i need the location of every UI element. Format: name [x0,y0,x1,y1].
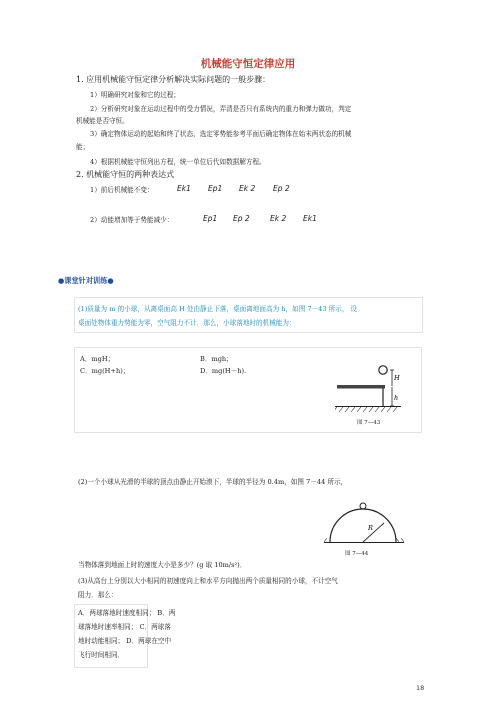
page-title: 机械能守恒定律应用 [200,58,296,70]
expr2-label: 2）动能增加等于势能减少： [90,216,174,224]
q3-line-2: 阻力．那么： [78,591,118,599]
q1-option-a: A．mgH； [80,355,115,363]
step-2-cont: 机械能是否守恒。 [76,117,129,125]
q3-line-1: (3)从高台上分别以大小相同的初速度向上和水平方向抛出两个质量相同的小球，不计空气 [78,577,338,585]
q3-option-line-4: 飞行时间相同． [78,651,125,659]
expr1-term-2: Ep1 [208,184,223,193]
q3-option-line-2: 球落地时速率相同； C．两球落 [78,623,171,631]
q1-line-1: (1)质量为 m 的小球，从离桌面高 H 处由静止下落，桌面离地面高为 h，如图 7－43 所示， 设 [78,305,358,313]
q3-option-line-3: 地时动能相同； D．两球在空中 [78,637,172,645]
item2-heading: 2. 机械能守恒的两种表达式 [76,170,175,179]
q1-line-2: 桌面处物体重力势能为零，空气阻力不计．那么，小球落地时的机械能为： [78,319,296,327]
expr1-term-1: Ek1 [177,184,191,193]
step-1: 1）明确研究对象和它的过程； [90,91,180,99]
label-R: R [368,524,373,532]
section-title: ●课堂针对训练● [58,276,114,285]
figure-7-44-caption: 图 7—44 [345,551,369,557]
step-3: 3）确定物体运动的起始和终了状态，选定零势能参考平面后确定物体在始末两状态的机械 [90,130,352,138]
step-2: 2）分析研究对象在运动过程中的受力情况，弄清是否只有系统内的重力和弹力做功，判定 [90,105,352,113]
expr2-term-4: Ek1 [303,214,317,223]
figure-7-44 [324,500,404,546]
expr2-term-2: Ep 2 [233,214,250,223]
step-4: 4）根据机械能守恒列出方程，统一单位后代如数据解方程。 [90,158,266,166]
step-3-cont: 能； [76,143,90,151]
figure-7-43 [335,360,415,414]
q3-option-line-1: A．两球落地时速度相同； B．两 [78,609,176,617]
q1-option-b: B．mgh； [200,355,233,363]
expr1-term-3: Ek 2 [239,184,256,193]
q2-line-2: 当物体落到地面上时的速度大小是多少？(g 取 10m/s²)． [78,561,247,569]
page-number: 18 [416,684,425,692]
label-h: h [394,394,399,402]
label-H: H [394,374,400,382]
expr1-term-4: Ep 2 [273,184,290,193]
q1-option-d: D．mg(H－h). [200,367,247,375]
q1-option-c: C．mg(H+h)； [80,367,130,375]
item1-heading: 1. 应用机械能守恒定律分析解决实际问题的一般步骤： [76,75,271,84]
expr1-label: 1）前后机械能不变： [90,186,154,194]
figure-7-43-caption: 图 7—43 [357,420,381,426]
expr2-term-3: Ek 2 [270,214,287,223]
q2-line-1: (2)一个小球从光滑的半球的顶点由静止开始滚下，半球的半径为 0.4m，如图 7－44 所示， [78,478,348,486]
expr2-term-1: Ep1 [203,214,218,223]
